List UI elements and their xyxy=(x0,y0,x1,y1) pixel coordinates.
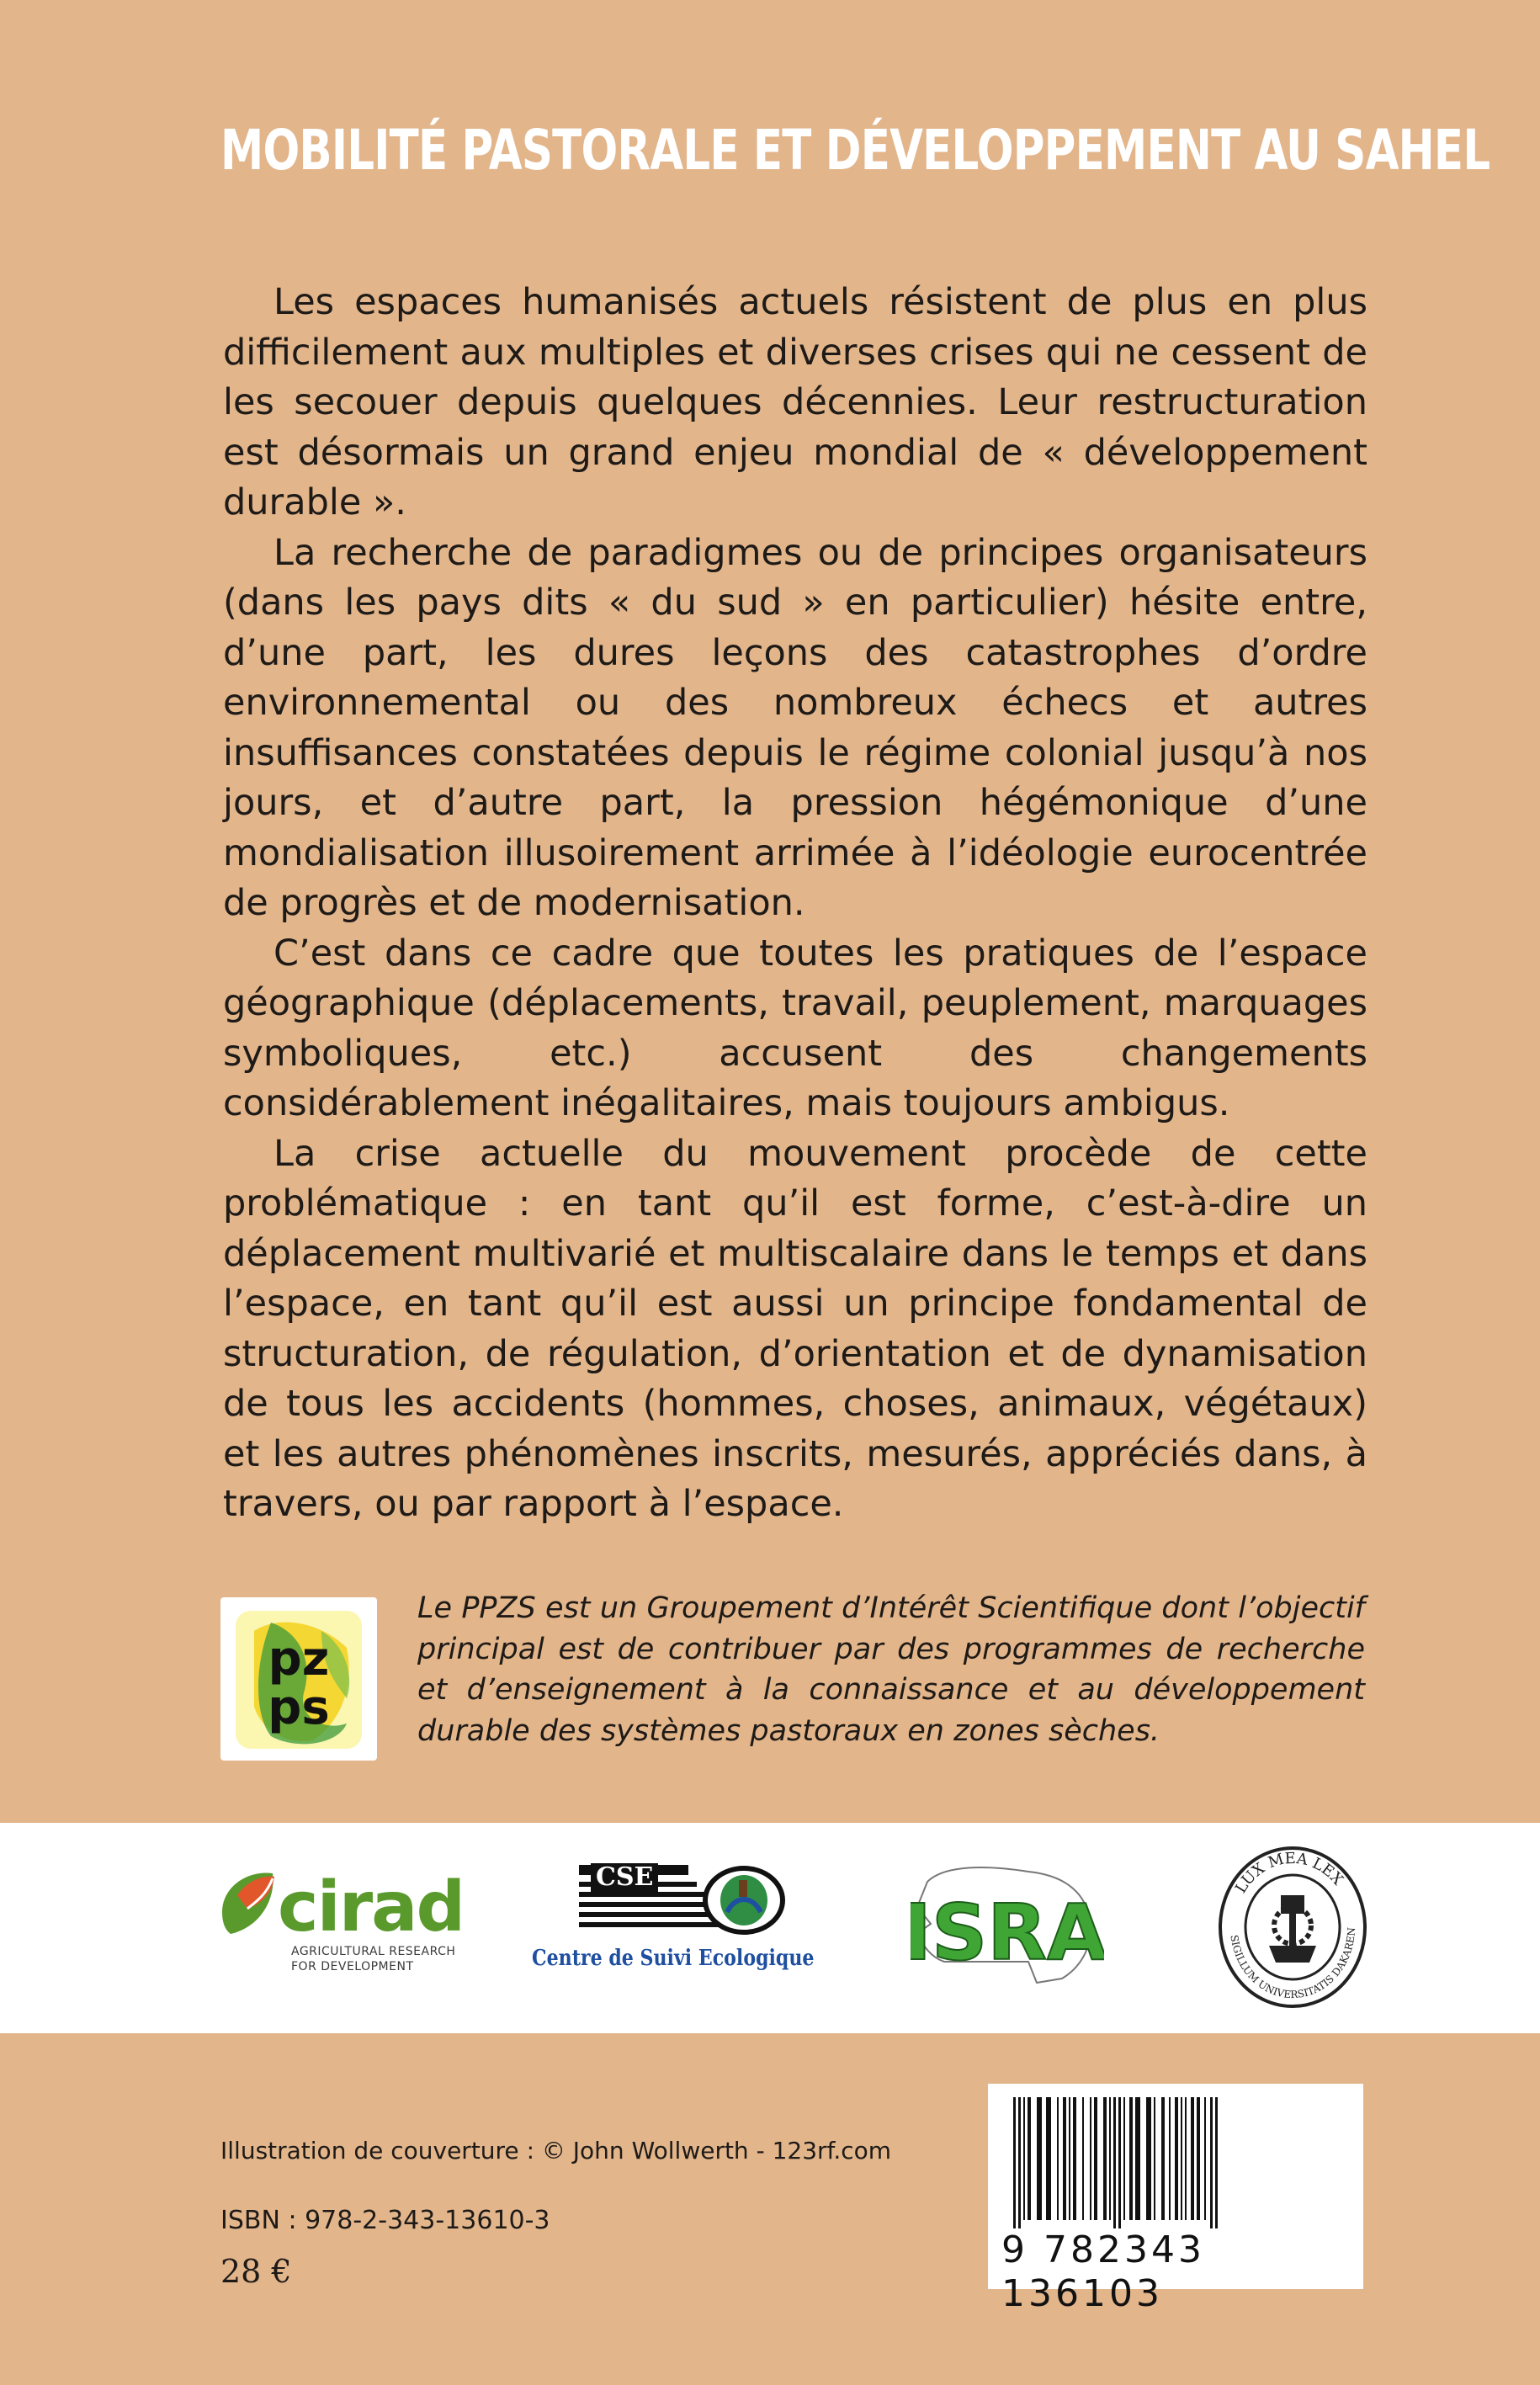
barcode-bar xyxy=(1028,2097,1031,2220)
cover-illustration-credit: Illustration de couverture : © John Wollwerth - 123rf.com xyxy=(220,2137,892,2165)
cirad-wordmark: cirad xyxy=(278,1867,465,1947)
blurb-paragraph-3: C’est dans ce cadre que toutes les pratiques de l’espace géographique (déplacements, travail, peuplement, marquages symboliques, etc.) accusent des changements considérablement inégalitaires, mais toujours ambigus. xyxy=(223,932,1367,1124)
isra-senegal-map-icon xyxy=(911,1856,1104,1991)
barcode-guard-bar xyxy=(1210,2097,1213,2228)
barcode-bar xyxy=(1154,2097,1155,2220)
cirad-logo xyxy=(214,1862,466,1979)
blurb-paragraph-2: La recherche de paradigmes ou de principes organisateurs (dans les pays dits « du sud » en particulier) hésite entre, d’une part, les dures leçons des catastrophes d’ordre environnemental ou des nombreux échecs et autres insuffisances constatées depuis le régime colonial jusqu’à nos jours, et d’autre part, la pression hégémonique d’une mondialisation illusoirement arrimée à l’idéologie eurocentrée de progrès et de modernisation. xyxy=(223,531,1367,924)
barcode-bar xyxy=(1082,2097,1084,2220)
barcode-bar xyxy=(1069,2097,1070,2220)
barcode-guard-bar xyxy=(1215,2097,1218,2228)
barcode-bar xyxy=(1197,2097,1200,2220)
isbn: ISBN : 978-2-343-13610-3 xyxy=(220,2206,550,2235)
barcode-bar xyxy=(1057,2097,1059,2220)
barcode-bar xyxy=(1073,2097,1076,2220)
barcode-bar xyxy=(1181,2097,1182,2220)
ucad-seal-icon xyxy=(1217,1845,1368,2010)
barcode-bar xyxy=(1109,2097,1111,2220)
barcode xyxy=(988,2084,1363,2315)
barcode-bar xyxy=(1175,2097,1178,2220)
back-cover-blurb xyxy=(223,278,1367,1530)
barcode-bar xyxy=(1046,2097,1051,2220)
ppzs-logo xyxy=(220,1597,377,1761)
barcode-bar xyxy=(1103,2097,1107,2220)
cirad-subtitle-line-1: AGRICULTURAL RESEARCH xyxy=(291,1945,456,1958)
cirad-subtitle-line-2: FOR DEVELOPMENT xyxy=(291,1960,414,1973)
barcode-bar xyxy=(1129,2097,1133,2220)
barcode-bar xyxy=(1146,2097,1151,2220)
svg-text:ps: ps xyxy=(268,1681,330,1735)
barcode-bars xyxy=(988,2084,1363,2228)
barcode-digits: 9 782343 136103 xyxy=(1001,2228,1205,2315)
ppzs-logo-graphic xyxy=(220,1597,377,1761)
barcode-bar xyxy=(1037,2097,1042,2220)
barcode-bar xyxy=(1161,2097,1165,2220)
barcode-bar xyxy=(1135,2097,1140,2220)
barcode-guard-bar xyxy=(1018,2097,1021,2228)
barcode-guard-bar xyxy=(1118,2097,1121,2228)
cse-abbreviation: CSE xyxy=(591,1863,658,1892)
book-title: MOBILITÉ PASTORALE ET DÉVELOPPEMENT AU SAHEL xyxy=(220,118,1490,183)
cse-name: Centre de Suivi Ecologique xyxy=(532,1946,815,1971)
barcode-bar xyxy=(1204,2097,1206,2220)
blurb-paragraph-4: La crise actuelle du mouvement procède de cette problématique : en tant qu’il est forme, c’est-à-dire un déplacement multivarié et multiscalaire dans le temps et dans l’espace, en tant qu’il est aussi un principe fondamental de structuration, de régulation, d’orientation et de dynamisation de tous les accidents (hommes, choses, animaux, végétaux) et les autres phénomènes inscrits, mesurés, appréciés dans, à travers, ou par rapport à l’espace. xyxy=(223,1132,1367,1525)
svg-text:ISRA: ISRA xyxy=(911,1888,1104,1978)
barcode-bar xyxy=(1169,2097,1171,2220)
barcode-bar xyxy=(1063,2097,1066,2220)
barcode-bar xyxy=(1094,2097,1097,2220)
barcode-bar xyxy=(1090,2097,1091,2220)
cirad-leaf-icon xyxy=(214,1862,281,1942)
ucad-seal xyxy=(1217,1845,1368,2013)
barcode-bar xyxy=(1191,2097,1194,2220)
cirad-subtitle xyxy=(291,1944,455,1974)
blurb-paragraph-1: Les espaces humanisés actuels résistent de plus en plus difficilement aux multiples et diverses crises qui ne cessent de les secouer depuis quelques décennies. Leur restructuration est désormais un grand enjeu mondial de « développement durable ». xyxy=(223,281,1367,523)
barcode-bar xyxy=(1123,2097,1125,2220)
barcode-bar xyxy=(1185,2097,1187,2220)
barcode-bar xyxy=(1023,2097,1025,2220)
ucad-ring-text: SIGILLUM UNIVERSITATIS DAKAREN xyxy=(1228,1926,1358,2001)
isra-logo xyxy=(911,1856,1104,1991)
price: 28 € xyxy=(220,2253,292,2290)
barcode-guard-bar xyxy=(1013,2097,1016,2228)
cse-logo xyxy=(532,1862,815,1988)
ucad-motto: LUX MEA LEX xyxy=(1232,1849,1347,1897)
svg-text:pz: pz xyxy=(268,1632,330,1686)
partner-logos-band xyxy=(0,1823,1540,2033)
ppzs-description: Le PPZS est un Groupement d’Intérêt Scientifique dont l’objectif principal est de contribuer par des programmes de recherche et d’enseignement à la connaissance et au développement durable des systèmes pastoraux en zones sèches. xyxy=(417,1591,1365,1748)
barcode-guard-bar xyxy=(1113,2097,1116,2228)
